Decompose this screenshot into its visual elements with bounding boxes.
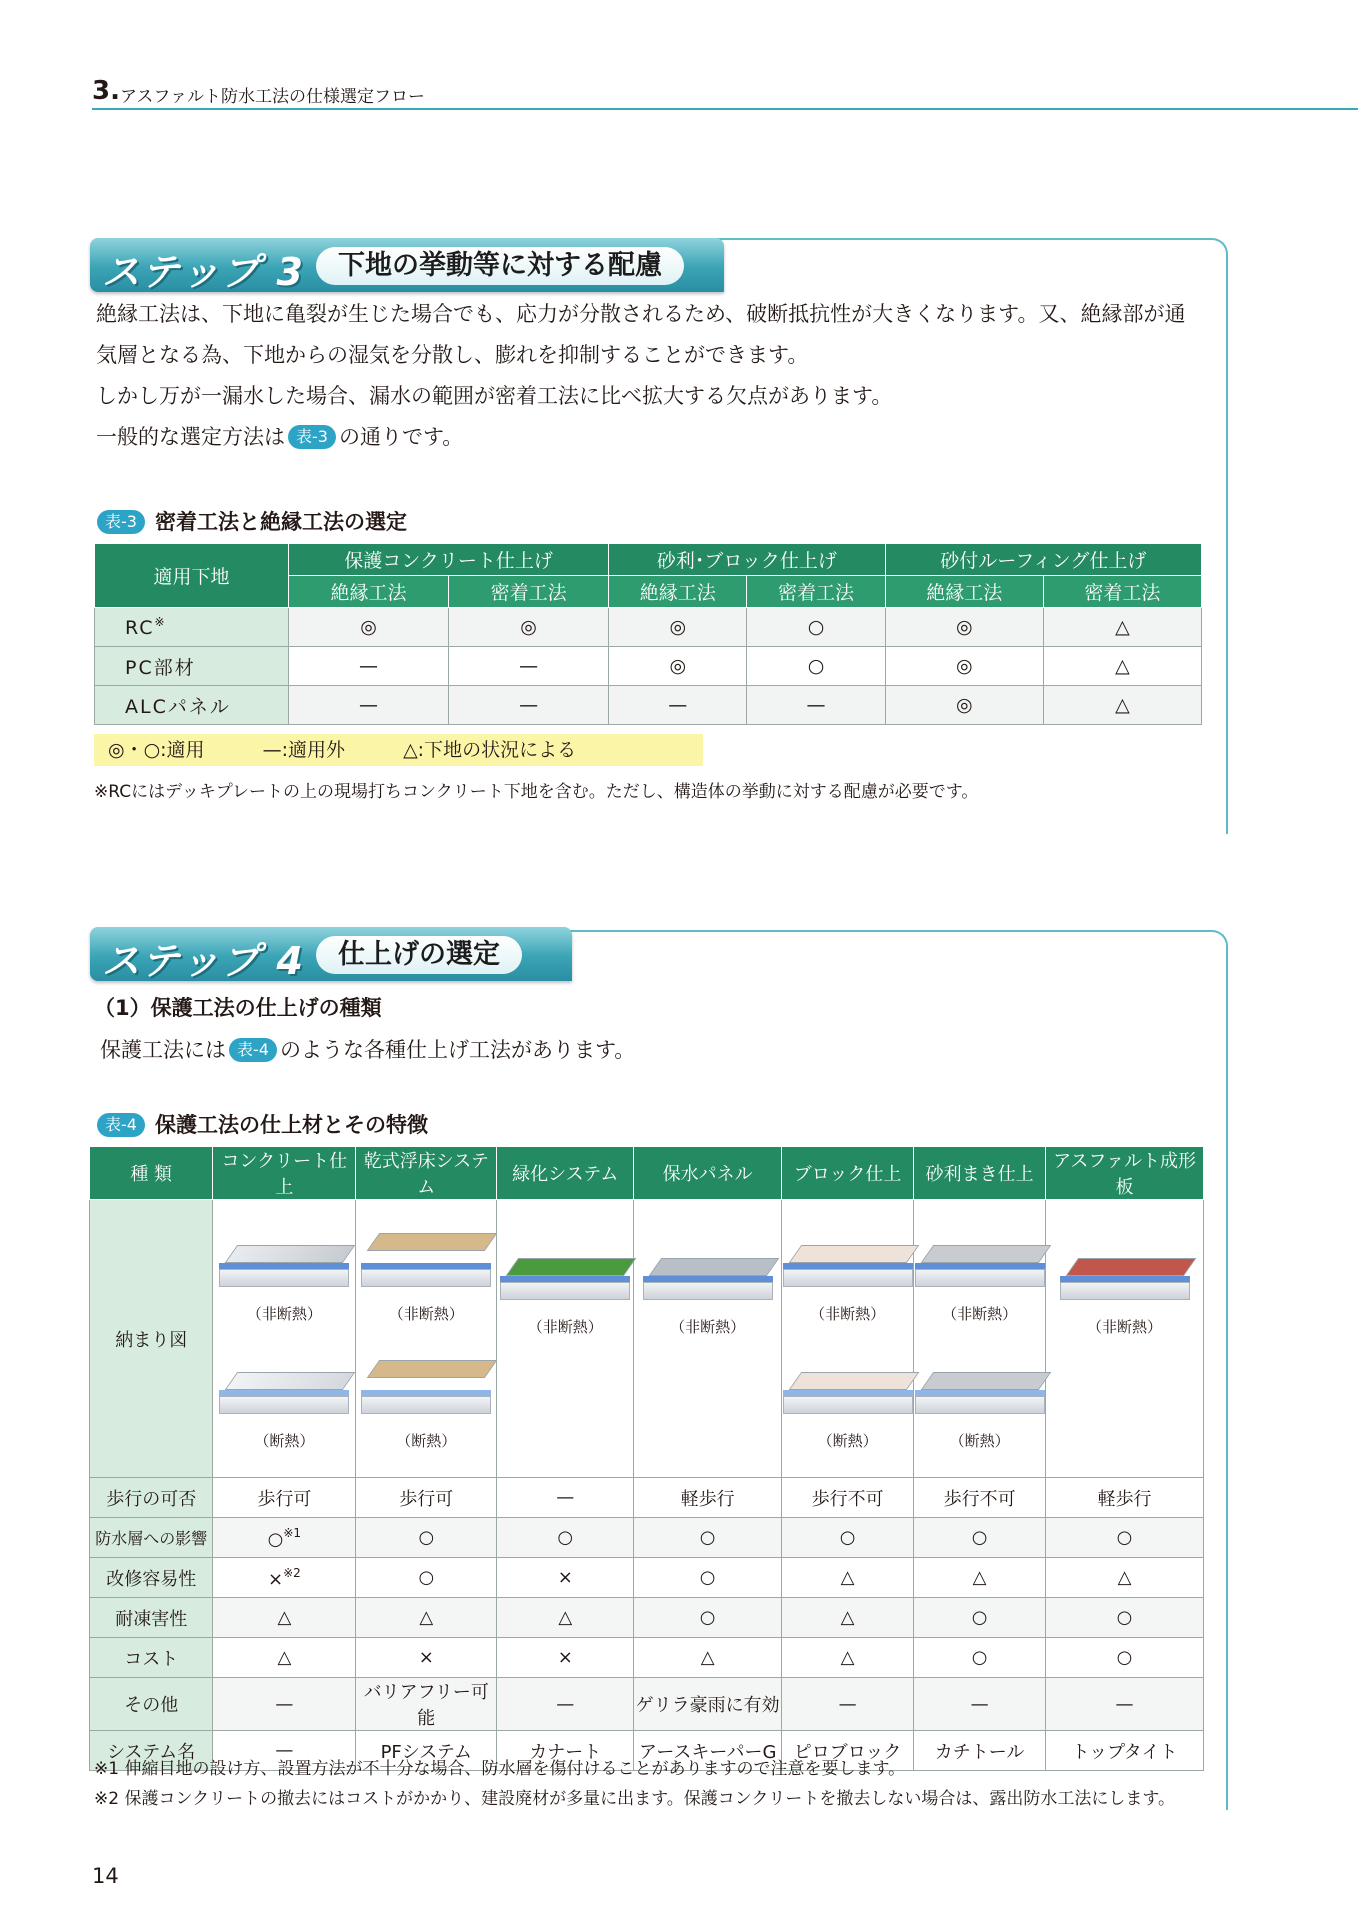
figure-cell: （非断熱） （断熱） [356, 1200, 497, 1478]
table-row [90, 1518, 1204, 1558]
table-cell: ○ [782, 1518, 914, 1558]
table-cell: ○ [356, 1558, 497, 1598]
table3 [94, 543, 1202, 725]
table4-column-header: 緑化システム [497, 1147, 634, 1200]
gravel-finish-insulated-diagram [915, 1354, 1045, 1424]
table-cell: バリアフリー可能 [356, 1678, 497, 1731]
table-cell: — [747, 686, 885, 725]
gravel-finish-diagram [915, 1227, 1045, 1297]
table3-group: 砂利･ブロック仕上げ [609, 544, 886, 576]
table-cell: ○ [914, 1518, 1046, 1558]
step3-title: 下地の挙動等に対する配慮 [316, 247, 684, 285]
row-header: 耐凍害性 [90, 1598, 213, 1638]
table-cell: — [914, 1678, 1046, 1731]
table-row [95, 686, 1202, 725]
page-number: 14 [92, 1864, 119, 1888]
row-header: 改修容易性 [90, 1558, 213, 1598]
table4-corner: 種 類 [90, 1147, 213, 1200]
table-cell: △ [914, 1558, 1046, 1598]
section-number: 3. [92, 76, 120, 106]
table-cell: △ [356, 1598, 497, 1638]
asphalt-board-diagram [1060, 1240, 1190, 1310]
row-header: ALCパネル [95, 686, 289, 725]
table-cell: ○ [634, 1598, 782, 1638]
figure-cell: （非断熱） [634, 1200, 782, 1478]
table-cell: ◎ [885, 686, 1043, 725]
table-cell: ×$^{※2}$ [213, 1558, 356, 1598]
table4-badge: 表-4 [97, 1113, 145, 1137]
step4-title: 仕上げの選定 [316, 936, 522, 974]
step3-line-4: 一般的な選定方法は 表-3 の通りです。 [96, 425, 464, 449]
row-header: 防水層への影響 [90, 1518, 213, 1558]
table-cell: — [782, 1678, 914, 1731]
step4-banner [90, 927, 572, 981]
step4-label: ステップ 4 [102, 939, 305, 983]
table-cell: ○ [356, 1518, 497, 1558]
table-cell: ○ [634, 1518, 782, 1558]
table3-badge: 表-3 [97, 510, 145, 534]
row-header: RC※ [95, 608, 289, 647]
table-cell: ○ [634, 1558, 782, 1598]
table3-corner: 適用下地 [95, 544, 289, 608]
table-cell: △ [1043, 647, 1201, 686]
table-cell: — [213, 1731, 356, 1771]
figure-cell: （非断熱） [497, 1200, 634, 1478]
table-cell: ○ [1046, 1598, 1204, 1638]
table3-subheader: 密着工法 [449, 576, 609, 608]
dry-floating-floor-insulated-diagram [361, 1354, 491, 1424]
table-cell: △ [782, 1558, 914, 1598]
figure-cell: （非断熱） （断熱） [782, 1200, 914, 1478]
table-cell: △ [213, 1638, 356, 1678]
table-cell: 歩行不可 [914, 1478, 1046, 1518]
table-cell: — [449, 647, 609, 686]
table-cell: — [497, 1478, 634, 1518]
table-row [90, 1638, 1204, 1678]
table-cell: ピロブロック [782, 1731, 914, 1771]
table-cell: カナート [497, 1731, 634, 1771]
table3-group: 砂付ルーフィング仕上げ [885, 544, 1201, 576]
table-cell: 歩行可 [213, 1478, 356, 1518]
table3-subheader: 絶縁工法 [609, 576, 747, 608]
table4 [89, 1146, 1204, 1771]
table-cell: ○$^{※1}$ [213, 1518, 356, 1558]
table-cell: — [1046, 1678, 1204, 1731]
row-header: システム名 [90, 1731, 213, 1771]
block-finish-insulated-diagram [783, 1354, 913, 1424]
step3-banner [90, 238, 724, 292]
table-cell: ○ [1046, 1638, 1204, 1678]
table3-subheader: 密着工法 [1043, 576, 1201, 608]
table4-note-1: ※1 伸縮目地の設け方、設置方法が不十分な場合、防水層を傷付けることがありますので注意を要します。 [94, 1759, 906, 1779]
table-cell: — [289, 686, 449, 725]
figure-cell: （非断熱） [1046, 1200, 1204, 1478]
table-cell: △ [497, 1598, 634, 1638]
table-cell: 軽歩行 [1046, 1478, 1204, 1518]
table4-column-header: 乾式浮床システム [356, 1147, 497, 1200]
row-header: PC部材 [95, 647, 289, 686]
table-cell: ◎ [609, 647, 747, 686]
row-header: 歩行の可否 [90, 1478, 213, 1518]
table-cell: △ [1043, 686, 1201, 725]
table3-note: ※RCにはデッキプレートの上の現場打ちコンクリート下地を含む。ただし、構造体の挙動に対する配慮が必要です。 [94, 782, 979, 802]
table3-caption: 表-3 密着工法と絶縁工法の選定 [94, 506, 407, 536]
table-cell: ◎ [609, 608, 747, 647]
table-cell: ○ [747, 647, 885, 686]
table4-note-2: ※2 保護コンクリートの撤去にはコストがかかり、建設廃材が多量に出ます。保護コンクリートを撤去しない場合は、露出防水工法にします。 [94, 1789, 1176, 1809]
table-cell: — [449, 686, 609, 725]
table4-column-header: ブロック仕上 [782, 1147, 914, 1200]
dry-floating-floor-diagram [361, 1227, 491, 1297]
table-cell: — [289, 647, 449, 686]
step3-line-1: 絶縁工法は、下地に亀裂が生じた場合でも、応力が分散されるため、破断抵抗性が大きくなります。又、絶縁部が通 [96, 302, 1186, 326]
table-cell: ○ [497, 1518, 634, 1558]
table-cell: × [497, 1638, 634, 1678]
table-row [90, 1558, 1204, 1598]
table4-column-header: 砂利まき仕上 [914, 1147, 1046, 1200]
table3-subheader: 絶縁工法 [289, 576, 449, 608]
table-row [90, 1678, 1204, 1731]
table-ref-badge: 表-3 [288, 425, 336, 449]
table3-group: 保護コンクリート仕上げ [289, 544, 609, 576]
table-cell: △ [634, 1638, 782, 1678]
page-header [92, 76, 1358, 110]
table-cell: カチトール [914, 1731, 1046, 1771]
table3-subheader: 絶縁工法 [885, 576, 1043, 608]
water-retaining-panel-diagram [643, 1240, 773, 1310]
concrete-finish-diagram [219, 1227, 349, 1297]
step3-body [96, 294, 1226, 458]
figure-cell: （非断熱） （断熱） [213, 1200, 356, 1478]
table-cell: 歩行可 [356, 1478, 497, 1518]
table-cell: トップタイト [1046, 1731, 1204, 1771]
table-cell: △ [1043, 608, 1201, 647]
table3-legend: ◎・○:適用 —:適用外 △:下地の状況による [94, 734, 703, 766]
table-cell: — [497, 1678, 634, 1731]
row-header: その他 [90, 1678, 213, 1731]
table-cell: ゲリラ豪雨に有効 [634, 1678, 782, 1731]
table-cell: ◎ [885, 608, 1043, 647]
table-cell: 軽歩行 [634, 1478, 782, 1518]
table-cell: — [213, 1678, 356, 1731]
table4-column-header: 保水パネル [634, 1147, 782, 1200]
table4-caption: 表-4 保護工法の仕上材とその特徴 [94, 1109, 428, 1139]
table-cell: ○ [914, 1598, 1046, 1638]
figure-cell: （非断熱） （断熱） [914, 1200, 1046, 1478]
table-cell: ○ [914, 1638, 1046, 1678]
table-cell: ○ [1046, 1518, 1204, 1558]
table4-column-header: コンクリート仕上 [213, 1147, 356, 1200]
table-cell: △ [782, 1598, 914, 1638]
table-row [95, 647, 1202, 686]
table-cell: ○ [747, 608, 885, 647]
table-cell: △ [1046, 1558, 1204, 1598]
table-ref-badge: 表-4 [229, 1038, 277, 1062]
table-cell: PFシステム [356, 1731, 497, 1771]
table-cell: × [497, 1558, 634, 1598]
table-cell: △ [213, 1598, 356, 1638]
table-cell: アースキーパーG [634, 1731, 782, 1771]
table-cell: △ [782, 1638, 914, 1678]
step4-subheading: （1）保護工法の仕上げの種類 [94, 996, 382, 1020]
table3-subheader: 密着工法 [747, 576, 885, 608]
row-header: 納まり図 [90, 1200, 213, 1478]
section-title: アスファルト防水工法の仕様選定フロー [120, 87, 425, 107]
table-row [90, 1478, 1204, 1518]
concrete-finish-insulated-diagram [219, 1354, 349, 1424]
table4-column-header: アスファルト成形板 [1046, 1147, 1204, 1200]
table-row [95, 608, 1202, 647]
row-header: コスト [90, 1638, 213, 1678]
step3-line-2: 気層となる為、下地からの湿気を分散し、膨れを抑制することができます。 [96, 343, 809, 367]
table-cell: ◎ [449, 608, 609, 647]
figure-row [90, 1200, 1204, 1478]
step3-line-3: しかし万が一漏水した場合、漏水の範囲が密着工法に比べ拡大する欠点があります。 [96, 384, 893, 408]
table-cell: 歩行不可 [782, 1478, 914, 1518]
block-finish-diagram [783, 1227, 913, 1297]
step3-label: ステップ 3 [102, 250, 305, 294]
greening-system-diagram [500, 1240, 630, 1310]
table-cell: ◎ [885, 647, 1043, 686]
table-cell: — [609, 686, 747, 725]
step4-body: 保護工法には 表-4 のような各種仕上げ工法があります。 [100, 1038, 636, 1062]
table-row [90, 1598, 1204, 1638]
table-cell: ◎ [289, 608, 449, 647]
table-cell: × [356, 1638, 497, 1678]
